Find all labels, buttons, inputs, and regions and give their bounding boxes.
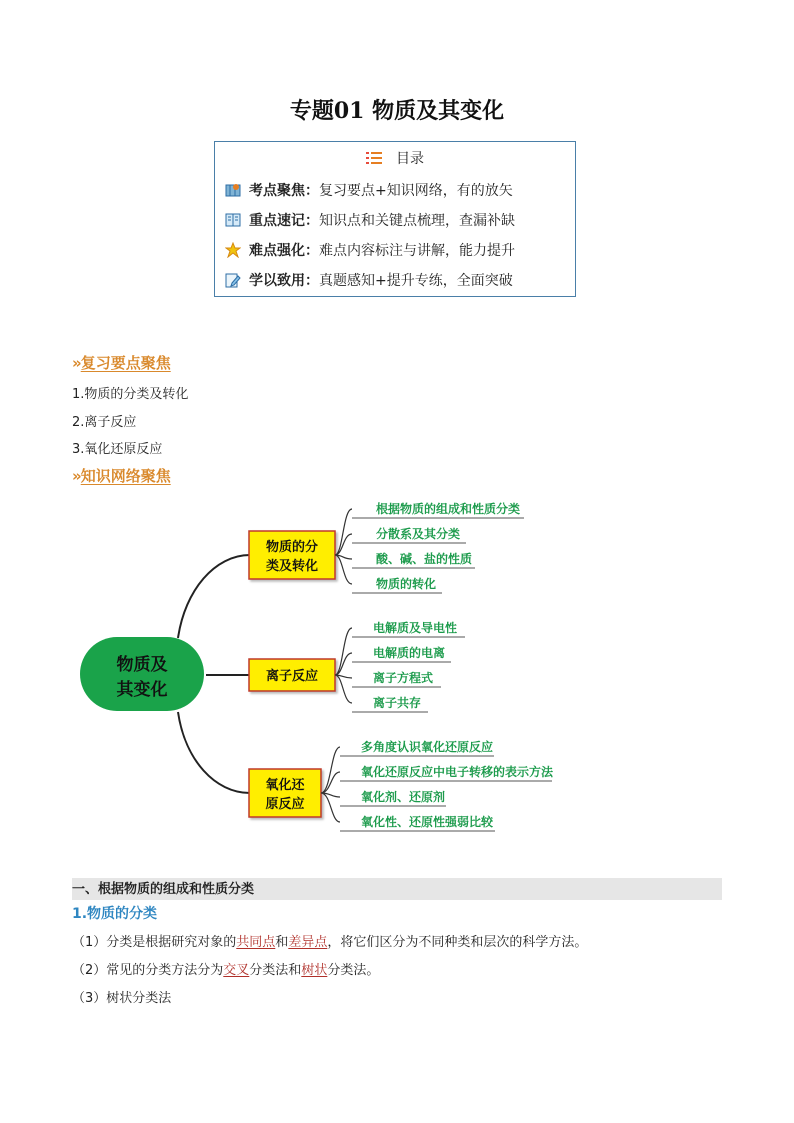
review-item-2: 2.离子反应 (72, 415, 137, 430)
leaf-3-2: 氧化还原反应中电子转移的表示方法 (361, 765, 554, 779)
leaf-1-3: 酸、碱、盐的性质 (376, 552, 473, 566)
toc-row-3: 难点强化：难点内容标注与讲解，能力提升 (225, 240, 515, 260)
branch-3-label-1: 氧化还 (265, 778, 305, 793)
branch-3-label-2: 原反应 (265, 797, 305, 812)
bracket-branch-1 (335, 509, 352, 584)
branch-2-label-1: 离子反应 (265, 669, 319, 684)
branch-1-label-1: 物质的分 (265, 540, 319, 555)
subsection-heading: 1.物质的分类 (72, 906, 158, 922)
toc-heading (215, 148, 575, 168)
leaf-2-3: 离子方程式 (373, 671, 434, 685)
toc-row-2: 重点速记：知识点和关键点梳理，查漏补缺 (225, 210, 515, 230)
toc-row-1: 考点聚焦：复习要点+知识网络，有的放矢 (225, 180, 513, 200)
paragraph-1: （1）分类是根据研究对象的共同点和差异点，将它们区分为不同种类和层次的科学方法。 (72, 935, 588, 950)
center-label-1: 物质及 (116, 655, 168, 675)
leaf-2-4: 离子共存 (373, 696, 422, 710)
center-label-2: 其变化 (116, 680, 168, 700)
review-heading: » 复习要点聚焦 (72, 354, 171, 372)
bracket-branch-3 (321, 747, 340, 822)
double-chevron-icon: » (72, 467, 79, 485)
connector-center-branch-1 (178, 555, 250, 638)
leaf-3-3: 氧化剂、还原剂 (361, 790, 446, 804)
table-of-contents (214, 141, 576, 297)
leaf-2-1: 电解质及导电性 (373, 621, 458, 635)
review-item-1: 1.物质的分类及转化 (72, 387, 189, 402)
leaf-1-4: 物质的转化 (376, 577, 437, 591)
toc-row-4: 学以致用：真题感知+提升专练，全面突破 (225, 270, 513, 290)
leaf-3-1: 多角度认识氧化还原反应 (361, 740, 494, 754)
map-icon (225, 182, 241, 198)
book-icon (225, 212, 241, 228)
section-heading: 一、根据物质的组成和性质分类 (72, 876, 722, 900)
underlined-term: 共同点 (236, 935, 276, 950)
list-icon (366, 152, 382, 164)
underlined-term: 差异点 (288, 935, 328, 950)
leaf-2-2: 电解质的电离 (373, 646, 446, 660)
underlined-term: 交叉 (223, 963, 250, 978)
toc-heading-text: 目录 (396, 151, 424, 167)
leaf-3-4: 氧化性、还原性强弱比较 (361, 815, 494, 829)
leaf-1-1: 根据物质的组成和性质分类 (376, 502, 521, 516)
review-item-3: 3.氧化还原反应 (72, 442, 163, 457)
pencil-icon (225, 272, 241, 288)
bracket-branch-2 (335, 628, 352, 703)
paragraph-2: （2）常见的分类方法分为交叉分类法和树状分类法。 (72, 963, 380, 978)
network-heading: » 知识网络聚焦 (72, 467, 171, 485)
double-chevron-icon: » (72, 354, 79, 372)
mind-map (0, 490, 794, 840)
connector-center-branch-3 (178, 712, 250, 793)
page-title: 专题01 物质及其变化 (289, 98, 505, 124)
star-icon (225, 242, 241, 258)
mind-map-svg (0, 490, 794, 840)
leaf-1-2: 分散系及其分类 (376, 527, 461, 541)
paragraph-3: （3）树状分类法 (72, 991, 172, 1006)
underlined-term: 树状 (301, 963, 328, 978)
branch-1-label-2: 类及转化 (265, 559, 319, 574)
